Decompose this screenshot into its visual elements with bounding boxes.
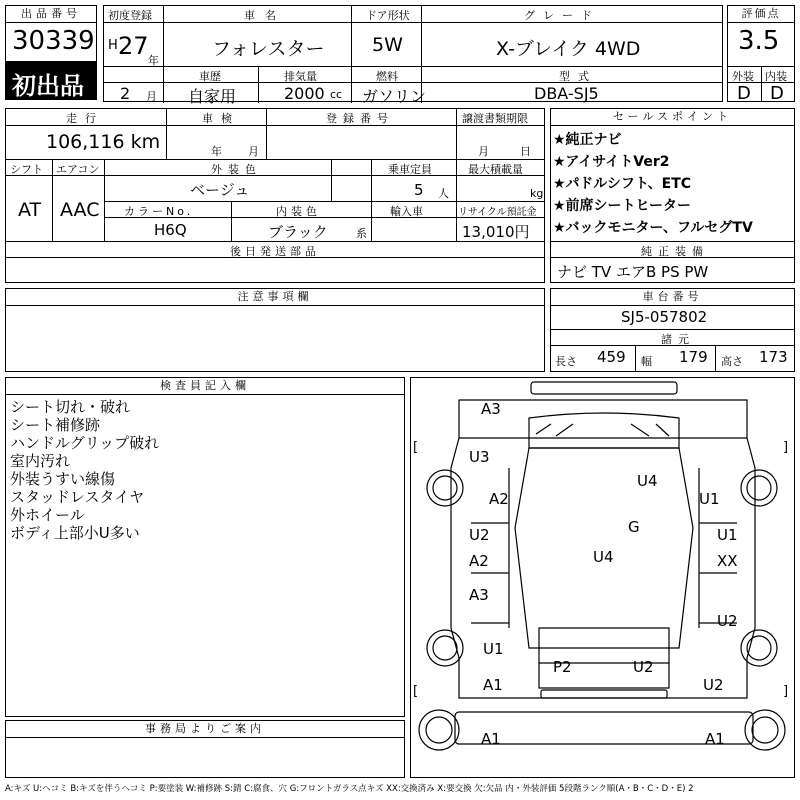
- color-no-label: カラーNo.: [124, 205, 194, 218]
- width: 179: [679, 348, 708, 366]
- reg-no-label: 登録番号: [326, 112, 394, 125]
- capacity-unit: 人: [438, 187, 449, 200]
- history-label: 車歴: [199, 70, 221, 83]
- inspector-label: 検査員記入欄: [6, 378, 404, 395]
- inspector-line: ハンドルグリップ破れ: [10, 434, 160, 452]
- bracket-left-top: [: [413, 440, 419, 455]
- first-listing-badge: [5, 62, 97, 100]
- later-parts-label: 後日発送部品: [230, 245, 320, 258]
- office-box: [5, 720, 405, 778]
- history: 自家用: [188, 87, 237, 106]
- damage-mark: U2: [469, 526, 490, 544]
- notes-label: 注意事項欄: [6, 289, 544, 306]
- bracket-right-top: ]: [783, 440, 789, 455]
- ac-label: エアコン: [56, 163, 100, 176]
- dimensions-label: 諸元: [661, 333, 695, 346]
- inspector-line: ボディ上部小U多い: [10, 524, 140, 542]
- displacement: 2000: [284, 84, 325, 103]
- model-label: 型式: [559, 70, 597, 83]
- door-type: 5W: [372, 34, 403, 56]
- width-label: 幅: [641, 355, 652, 368]
- shift: AT: [18, 199, 42, 221]
- reg-year: 27: [118, 32, 149, 60]
- length: 459: [597, 348, 626, 366]
- sales-points-label: セールスポイント: [551, 109, 794, 126]
- load-unit: kg: [530, 187, 544, 200]
- damage-mark: A3: [469, 586, 489, 604]
- transfer-label: 譲渡書類期限: [462, 112, 528, 125]
- inspector-box: [5, 377, 405, 717]
- displacement-label: 排気量: [284, 70, 317, 83]
- legend: A:キズ U:ヘコミ B:キズを伴うヘコミ P:要塗装 W:補修跡 S:錆 C:腐食、穴 G:フロントガラス点キズ XX:交換済み X:要交換 欠:欠品 内・外装評価 5段階ランク順(A・B・C・D・E) 2: [5, 784, 694, 794]
- exterior-grade: D: [737, 83, 751, 104]
- fuel: ガソリン: [362, 87, 427, 106]
- bracket-left-bottom: [: [413, 684, 419, 699]
- equipment-label: 純正装備: [641, 245, 709, 258]
- damage-mark: U2: [633, 658, 654, 676]
- office-label: 事務局よりご案内: [6, 721, 404, 738]
- reg-month: 2: [120, 84, 131, 103]
- damage-mark: U1: [717, 526, 738, 544]
- era: H: [108, 38, 118, 53]
- int-color-label: 内装色: [276, 205, 321, 218]
- recycle: 13,010円: [462, 223, 530, 241]
- damage-mark: U4: [593, 548, 614, 566]
- lot-number-box: [5, 5, 97, 62]
- damage-mark: A2: [469, 552, 489, 570]
- first-listing-text: 初出品: [12, 72, 84, 100]
- load-label: 最大積載量: [468, 163, 523, 176]
- damage-mark: U2: [717, 612, 738, 630]
- mileage: 106,116 km: [46, 131, 161, 153]
- transfer-day-unit: 日: [520, 145, 531, 158]
- damage-mark: U1: [699, 490, 720, 508]
- month-unit: 月: [146, 90, 157, 103]
- damage-mark: U4: [637, 472, 658, 490]
- bracket-right-bottom: ]: [783, 684, 789, 699]
- inspector-line: 外装うすい線傷: [10, 470, 116, 488]
- int-color-unit: 系: [356, 227, 367, 240]
- sales-points-box: [550, 108, 795, 283]
- inspector-line: 室内汚れ: [10, 452, 71, 470]
- score: 3.5: [738, 26, 780, 56]
- import-label: 輸入車: [390, 205, 423, 218]
- car-diagram: [411, 378, 793, 776]
- score-box: [727, 5, 795, 102]
- door-label: ドア形状: [366, 9, 410, 22]
- year-unit: 年: [148, 54, 159, 67]
- damage-mark: U2: [703, 676, 724, 694]
- details-table: [5, 108, 545, 283]
- damage-mark: A1: [481, 730, 501, 748]
- damage-mark: A1: [705, 730, 725, 748]
- lot-number-label: 出品番号: [6, 6, 96, 23]
- transfer-month-unit: 月: [478, 145, 489, 158]
- notes-box: [5, 288, 545, 372]
- sales-point-item: ★バックモニター、フルセグTV: [553, 220, 753, 236]
- insp-year-unit: 年: [211, 145, 222, 158]
- car-name: フォレスター: [212, 38, 325, 60]
- sales-point-item: ★パドルシフト、ETC: [553, 176, 692, 192]
- mileage-label: 走行: [66, 112, 104, 125]
- inspector-line: シート補修跡: [10, 416, 101, 434]
- damage-mark: A2: [489, 490, 509, 508]
- color-label: 外装色: [211, 163, 262, 176]
- inspection-label: 車検: [202, 112, 240, 125]
- length-label: 長さ: [555, 355, 577, 368]
- height: 173: [759, 348, 788, 366]
- score-label: 評価点: [728, 6, 794, 23]
- color: ベージュ: [190, 181, 250, 199]
- displacement-unit: cc: [330, 88, 343, 101]
- first-reg-label: 初度登録: [108, 9, 152, 22]
- damage-mark: G: [628, 518, 640, 536]
- car-name-label: 車名: [244, 9, 286, 22]
- inspector-line: 外ホイール: [10, 506, 85, 524]
- chassis-number: SJ5-057802: [621, 308, 708, 326]
- sales-point-item: ★前席シートヒーター: [553, 198, 691, 214]
- chassis-label: 車台番号: [551, 289, 794, 306]
- sales-point-item: ★アイサイトVer2: [553, 154, 670, 170]
- ac: AAC: [60, 199, 100, 221]
- lot-number: 30339: [12, 26, 95, 56]
- capacity: 5: [414, 181, 424, 199]
- damage-mark: U3: [469, 448, 490, 466]
- car-diagram-box: [410, 377, 795, 778]
- chassis-box: [550, 288, 795, 372]
- damage-mark: U1: [483, 640, 504, 658]
- color-no: H6Q: [154, 221, 187, 239]
- equipment-value: ナビ TV エアB PS PW: [557, 263, 709, 281]
- capacity-label: 乗車定員: [388, 163, 432, 176]
- damage-mark: A3: [481, 400, 501, 418]
- inspector-line: スタッドレスタイヤ: [10, 488, 145, 506]
- damage-mark: XX: [717, 552, 738, 570]
- grade: X-ブレイク 4WD: [496, 38, 641, 60]
- inspector-line: シート切れ・破れ: [10, 398, 131, 416]
- int-color: ブラック: [268, 223, 328, 241]
- shift-label: シフト: [10, 163, 43, 176]
- damage-mark: A1: [483, 676, 503, 694]
- vehicle-header-table: [103, 5, 723, 106]
- damage-mark: P2: [553, 658, 572, 676]
- height-label: 高さ: [721, 355, 743, 368]
- recycle-label: リサイクル預託金: [458, 207, 537, 218]
- sales-point-item: ★純正ナビ: [553, 132, 622, 148]
- fuel-label: 燃料: [376, 70, 398, 83]
- interior-grade: D: [770, 83, 784, 104]
- interior-label: 内装: [765, 70, 787, 83]
- model: DBA-SJ5: [534, 84, 599, 103]
- exterior-label: 外装: [732, 70, 754, 83]
- insp-month-unit: 月: [248, 145, 259, 158]
- grade-label: グレード: [524, 9, 600, 22]
